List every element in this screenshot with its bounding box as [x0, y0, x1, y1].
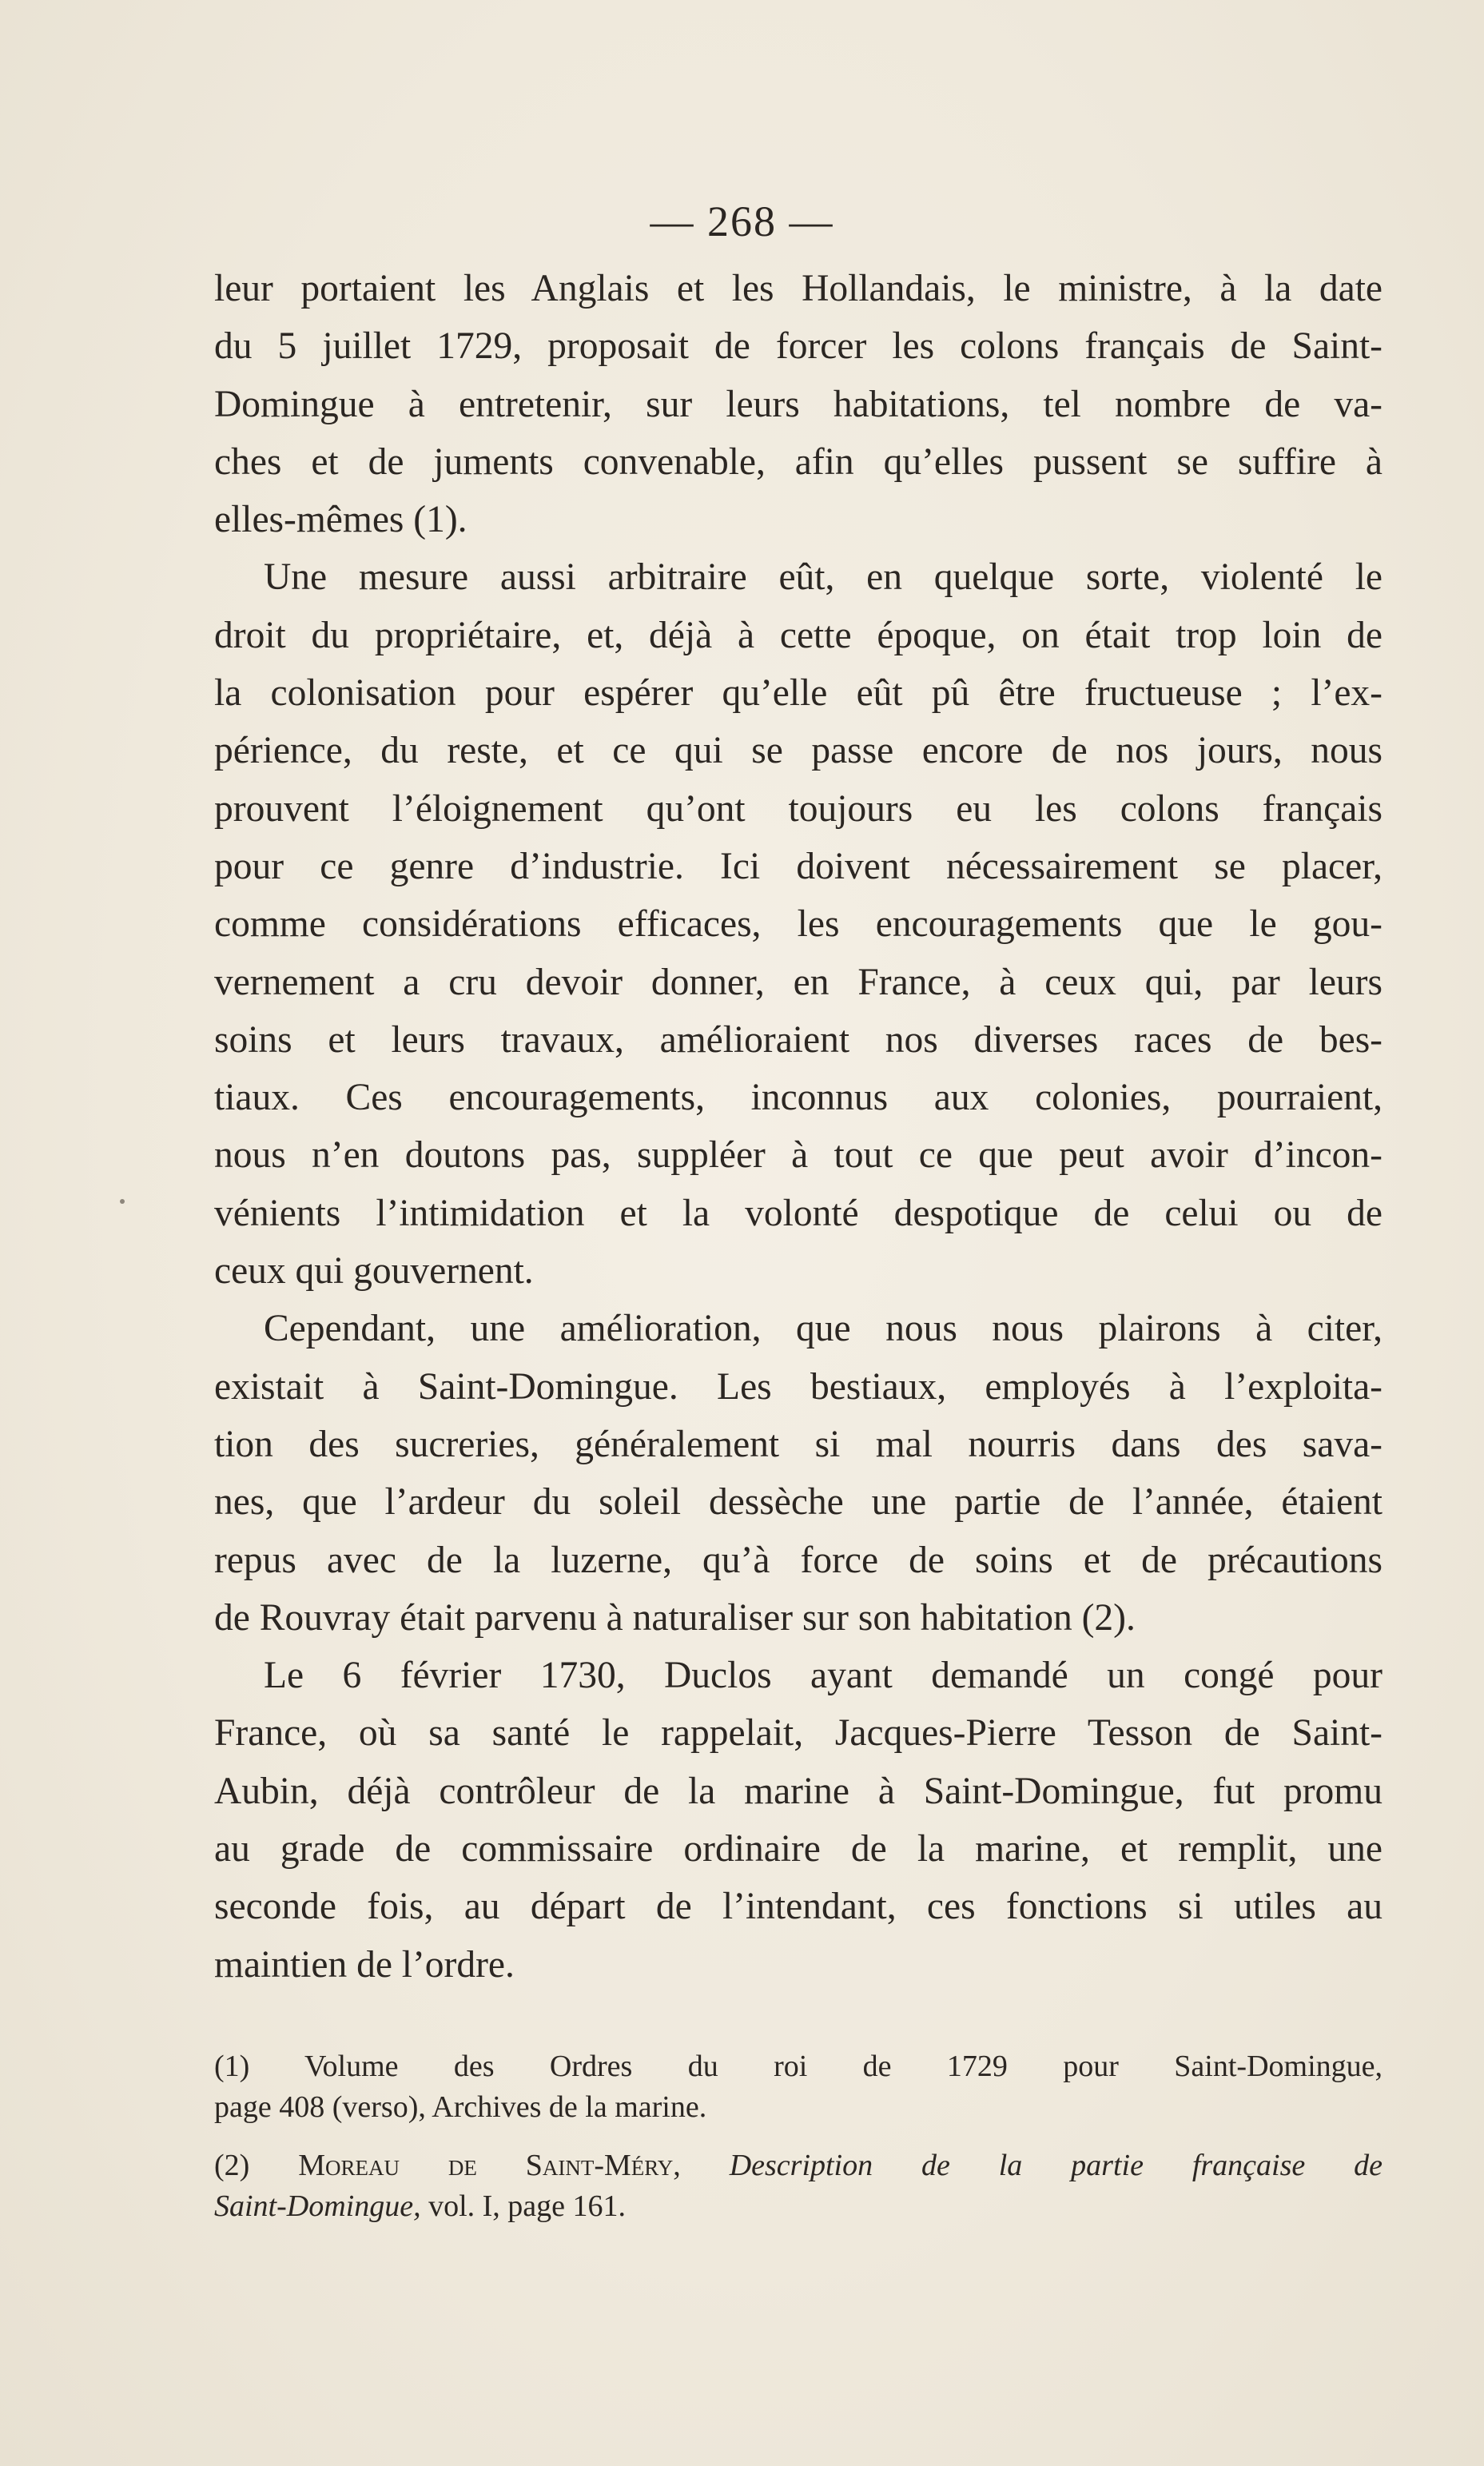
body-line: maintien de l’ordre. — [214, 1943, 515, 1986]
body-line: existait à Saint-Domingue. Les bestiaux, employés à l’exploita- — [214, 1365, 1383, 1408]
footnote-1-line-1: (1) Volume des Ordres du roi de 1729 pour Saint-Domingue, — [214, 2050, 1383, 2083]
body-line: ches et de juments convenable, afin qu’elles pussent se suffire à — [214, 440, 1383, 483]
body-line: France, où sa santé le rappelait, Jacques-Pierre Tesson de Saint- — [214, 1712, 1383, 1755]
footnote-gap — [214, 2128, 1383, 2145]
footnote-2-reference: vol. I, page 161. — [420, 2189, 627, 2223]
body-line: la colonisation pour espérer qu’elle eût pû être fructueuse ; l’ex- — [214, 672, 1383, 715]
footnote-2-number: (2) — [214, 2149, 299, 2182]
body-line: pour ce genre d’industrie. Ici doivent nécessairement se placer, — [214, 845, 1383, 887]
body-line: nous n’en doutons pas, suppléer à tout ce que peut avoir d’incon- — [214, 1134, 1383, 1177]
body-line: droit du propriétaire, et, déjà à cette époque, on était trop loin de — [214, 614, 1383, 656]
body-line: tion des sucreries, généralement si mal nourris dans des sava- — [214, 1423, 1383, 1465]
body-line: Domingue à entretenir, sur leurs habitations, tel nombre de va- — [214, 383, 1383, 425]
body-line: leur portaient les Anglais et les Hollandais, le ministre, à la date — [214, 268, 1383, 309]
paragraph-start-line: Cependant, une amélioration, que nous nous plairons à citer, — [264, 1308, 1383, 1350]
body-line: au grade de commissaire ordinaire de la marine, et remplit, une — [214, 1828, 1383, 1870]
footnote-2-line-1 — [214, 2145, 1383, 2186]
body-line: du 5 juillet 1729, proposait de forcer les colons français de Saint- — [214, 325, 1383, 368]
body-line: de Rouvray était parvenu à naturaliser sur son habitation (2). — [214, 1596, 1136, 1639]
body-line: seconde fois, au départ de l’intendant, ces fonctions si utiles au — [214, 1886, 1383, 1928]
footnote-1-line-2: page 408 (verso), Archives de la marine. — [214, 2090, 707, 2124]
body-line: nes, que l’ardeur du soleil dessèche une partie de l’année, étaient — [214, 1481, 1383, 1524]
page-number: — 268 — — [650, 197, 834, 245]
body-line: prouvent l’éloignement qu’ont toujours eu les colons français — [214, 787, 1383, 830]
body-line: vénients l’intimidation et la volonté despotique de celui ou de — [214, 1192, 1383, 1234]
body-line: soins et leurs travaux, amélioraient nos diverses races de bes- — [214, 1018, 1383, 1061]
footnote-2-line-2 — [214, 2186, 1383, 2227]
body-line: Aubin, déjà contrôleur de la marine à Saint-Domingue, fut promu — [214, 1770, 1383, 1812]
footnote-2-title: Description de la partie française de — [680, 2149, 1383, 2182]
footnotes — [214, 2046, 1383, 2227]
body-line: ceux qui gouvernent. — [214, 1250, 534, 1293]
paragraph-start-line: Le 6 février 1730, Duclos ayant demandé un congé pour — [264, 1655, 1383, 1697]
paragraph-start-line: Une mesure aussi arbitraire eût, en quelque sorte, violenté le — [264, 556, 1383, 599]
body-line: tiaux. Ces encouragements, inconnus aux colonies, pourraient, — [214, 1077, 1383, 1119]
footnote-2-title-cont: Saint-Domingue, — [214, 2189, 421, 2223]
body-line: périence, du reste, et ce qui se passe encore de nos jours, nous — [214, 730, 1383, 772]
body-line: vernement a cru devoir donner, en France, à ceux qui, par leurs — [214, 961, 1383, 1003]
body-line: elles-mêmes (1). — [214, 499, 467, 541]
footnote-2-author: Moreau de Saint-Méry, — [298, 2149, 681, 2182]
margin-speck — [120, 1199, 125, 1204]
body-line: repus avec de la luzerne, qu’à force de soins et de précautions — [214, 1539, 1383, 1581]
body-text — [214, 260, 1383, 1994]
body-line: comme considérations efficaces, les encouragements que le gou- — [214, 903, 1383, 946]
